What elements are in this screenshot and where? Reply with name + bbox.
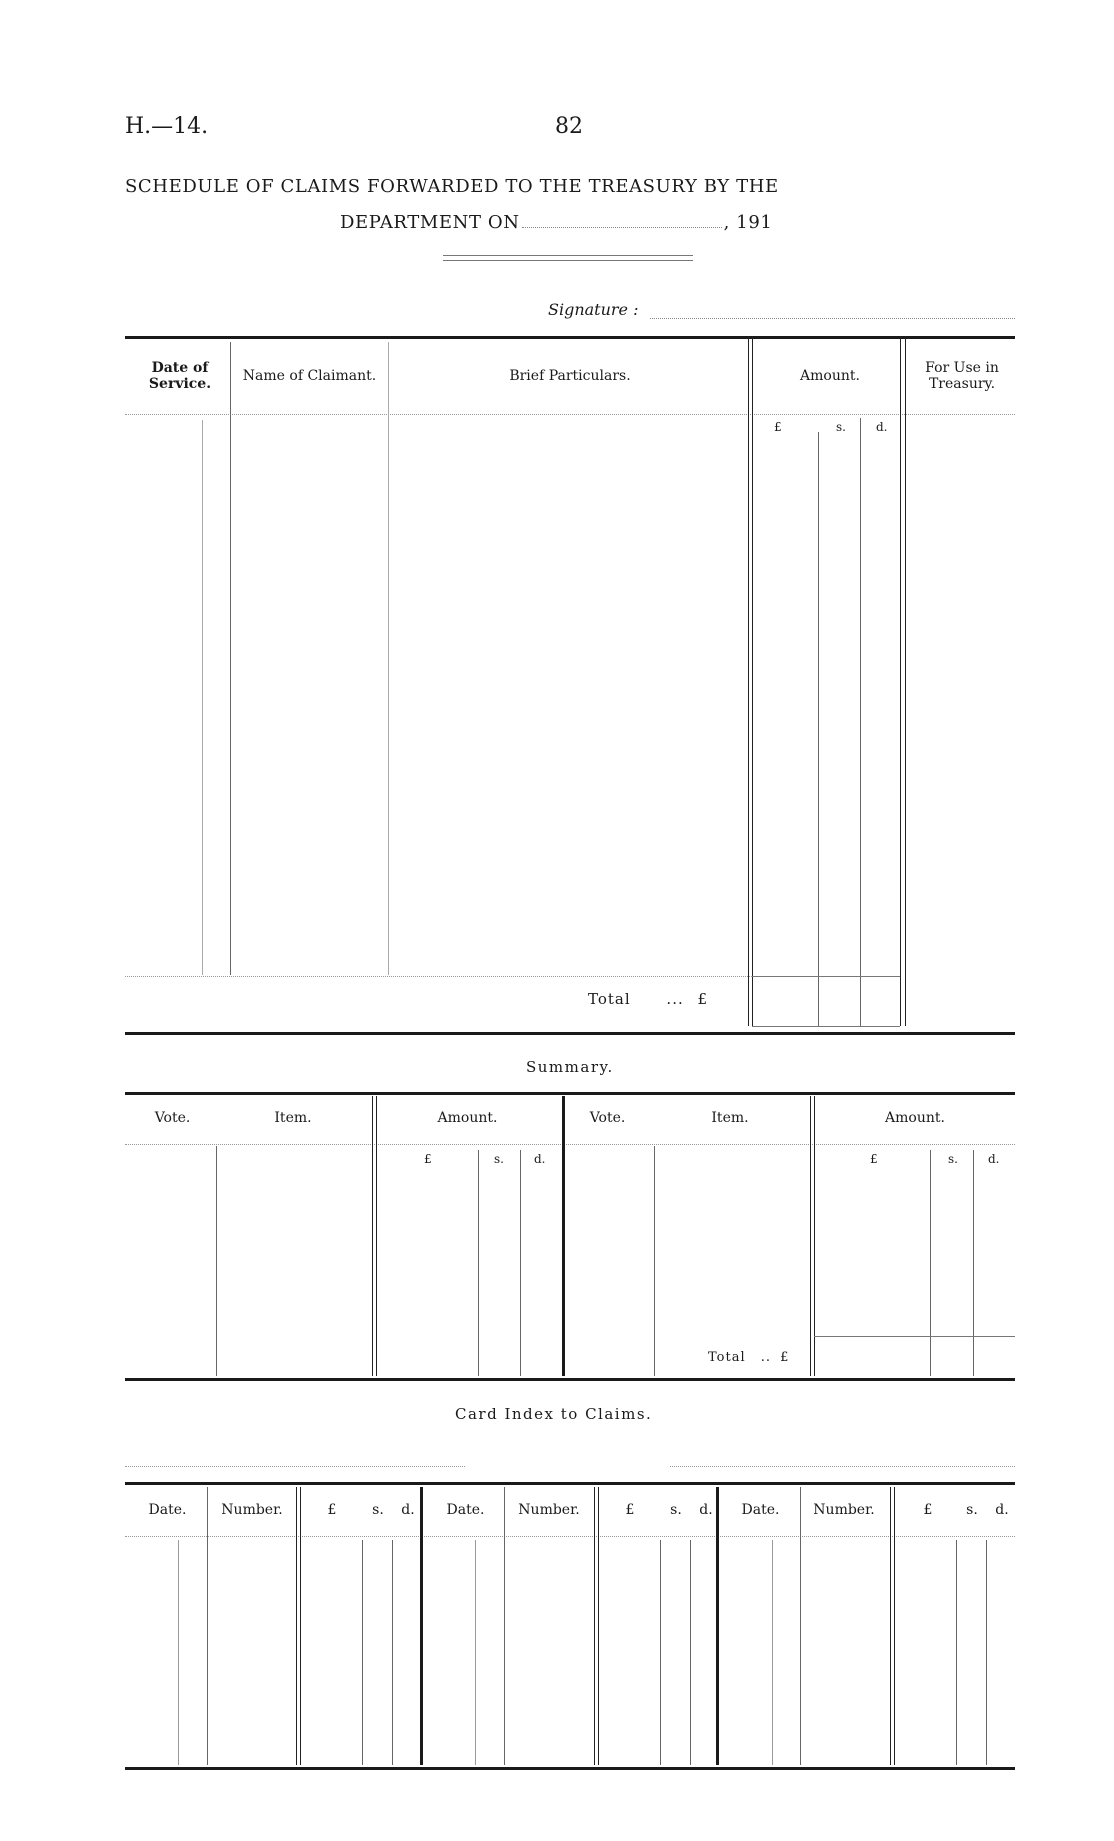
summary-total-pound-symbol: £ xyxy=(780,1350,790,1365)
amount-pence-label: d. xyxy=(876,420,888,434)
claims-header-rule xyxy=(125,414,1015,415)
title-divider xyxy=(443,255,693,256)
summary-col-line xyxy=(973,1150,974,1376)
card-col-pence-2: d. xyxy=(699,1502,713,1518)
card-index-top-rule xyxy=(125,1482,1015,1485)
summary-bottom-rule xyxy=(125,1378,1015,1381)
col-amount: Amount. xyxy=(800,368,860,384)
title-year-suffix: , 191 xyxy=(723,212,773,233)
summary-col-amount: Amount. xyxy=(437,1110,498,1126)
card-col-line xyxy=(660,1540,661,1765)
summary-total-rule xyxy=(814,1336,1015,1337)
claims-col-line xyxy=(748,336,749,1026)
card-col-number-2: Number. xyxy=(518,1502,580,1518)
card-col-line xyxy=(956,1540,957,1765)
card-col-line xyxy=(207,1487,208,1765)
card-col-date-3: Date. xyxy=(741,1502,780,1518)
summary-col-line xyxy=(376,1096,377,1376)
summary-col-line xyxy=(520,1150,521,1376)
summary-top-rule xyxy=(125,1092,1015,1095)
card-col-line xyxy=(594,1487,595,1765)
card-col-line xyxy=(392,1540,393,1765)
summary-pounds-label: £ xyxy=(424,1152,432,1166)
summary-col-line xyxy=(478,1150,479,1376)
summary-col-line xyxy=(810,1096,811,1376)
summary-pounds-label-2: £ xyxy=(870,1152,878,1166)
claims-col-line xyxy=(905,336,906,1026)
card-col-line xyxy=(178,1540,179,1765)
card-col-line xyxy=(362,1540,363,1765)
card-col-line xyxy=(598,1487,599,1765)
col-for-use-in-treasury: For Use in Treasury. xyxy=(925,360,999,392)
claims-col-line xyxy=(860,418,861,1026)
summary-col-line xyxy=(372,1096,373,1376)
claims-col-line xyxy=(752,336,753,1026)
summary-col-item-2: Item. xyxy=(711,1110,749,1126)
title-department-label: DEPARTMENT ON xyxy=(340,212,520,233)
document-title: SCHEDULE OF CLAIMS FORWARDED TO THE TREASURY BY THE xyxy=(125,176,779,197)
total-pound-symbol: £ xyxy=(697,990,709,1008)
card-col-pounds-2: £ xyxy=(625,1502,635,1518)
date-blank-field[interactable] xyxy=(522,213,722,228)
card-col-line xyxy=(296,1487,297,1765)
card-index-title: Card Index to Claims. xyxy=(455,1405,653,1423)
card-col-pence: d. xyxy=(401,1502,415,1518)
amount-pounds-label: £ xyxy=(774,420,782,434)
summary-col-vote: Vote. xyxy=(154,1110,191,1126)
summary-col-line xyxy=(930,1150,931,1376)
summary-title: Summary. xyxy=(526,1058,614,1076)
card-col-line xyxy=(890,1487,891,1765)
summary-total-text: Total xyxy=(708,1350,746,1365)
claims-col-line xyxy=(818,432,819,1026)
total-label xyxy=(588,990,708,1008)
summary-col-amount-2: Amount. xyxy=(885,1110,945,1126)
card-col-line xyxy=(475,1540,476,1765)
card-col-line xyxy=(894,1487,895,1765)
summary-total-label xyxy=(708,1350,789,1365)
card-col-line xyxy=(986,1540,987,1765)
summary-col-line xyxy=(814,1096,815,1376)
summary-center-divider xyxy=(562,1096,565,1376)
card-index-header-rule xyxy=(125,1536,1015,1537)
amount-shillings-label: s. xyxy=(836,420,846,434)
claims-top-rule xyxy=(125,336,1015,339)
card-col-date-2: Date. xyxy=(446,1502,485,1518)
summary-pence-label: d. xyxy=(534,1152,546,1166)
col-name-of-claimant: Name of Claimant. xyxy=(242,368,377,384)
card-index-pre-rule xyxy=(125,1466,465,1467)
card-col-number-3: Number. xyxy=(813,1502,875,1518)
summary-col-line xyxy=(216,1146,217,1376)
signature-field[interactable] xyxy=(650,318,1015,319)
summary-col-vote-2: Vote. xyxy=(589,1110,626,1126)
claims-col-line xyxy=(202,420,203,975)
card-col-date: Date. xyxy=(148,1502,187,1518)
card-group-divider xyxy=(716,1487,719,1765)
summary-col-item: Item. xyxy=(274,1110,312,1126)
card-index-bottom-rule xyxy=(125,1767,1015,1770)
summary-shillings-label: s. xyxy=(494,1152,504,1166)
summary-total-dots: .. xyxy=(760,1350,772,1365)
card-col-shillings: s. xyxy=(372,1502,384,1518)
card-col-line xyxy=(300,1487,301,1765)
page-number: 82 xyxy=(555,114,583,139)
col-brief-particulars: Brief Particulars. xyxy=(509,368,631,384)
card-col-line xyxy=(504,1487,505,1765)
claims-col-line xyxy=(388,342,389,975)
document-title-line2 xyxy=(340,212,772,233)
card-col-shillings-3: s. xyxy=(966,1502,978,1518)
card-col-line xyxy=(690,1540,691,1765)
card-col-pence-3: d. xyxy=(995,1502,1009,1518)
card-col-shillings-2: s. xyxy=(670,1502,682,1518)
card-index-pre-rule-2 xyxy=(670,1466,1015,1467)
claims-col-line xyxy=(900,336,901,1026)
card-col-number: Number. xyxy=(221,1502,283,1518)
page-reference: H.—14. xyxy=(125,114,209,139)
total-text: Total xyxy=(588,990,631,1008)
card-col-pounds-3: £ xyxy=(923,1502,933,1518)
total-dots: ... xyxy=(666,990,684,1008)
claims-col-line xyxy=(230,342,231,975)
card-col-line xyxy=(772,1540,773,1765)
col-date-of-service: Date of Service. xyxy=(148,360,212,392)
summary-header-rule xyxy=(125,1144,1015,1145)
claims-total-rule xyxy=(752,1026,900,1027)
summary-pence-label-2: d. xyxy=(988,1152,1000,1166)
summary-shillings-label-2: s. xyxy=(948,1152,958,1166)
claims-amount-rule xyxy=(752,976,900,977)
card-col-pounds: £ xyxy=(327,1502,337,1518)
title-divider-2 xyxy=(443,260,693,261)
signature-label: Signature : xyxy=(548,300,639,319)
claims-bottom-rule xyxy=(125,1032,1015,1035)
card-col-line xyxy=(800,1487,801,1765)
card-group-divider xyxy=(420,1487,423,1765)
summary-col-line xyxy=(654,1146,655,1376)
